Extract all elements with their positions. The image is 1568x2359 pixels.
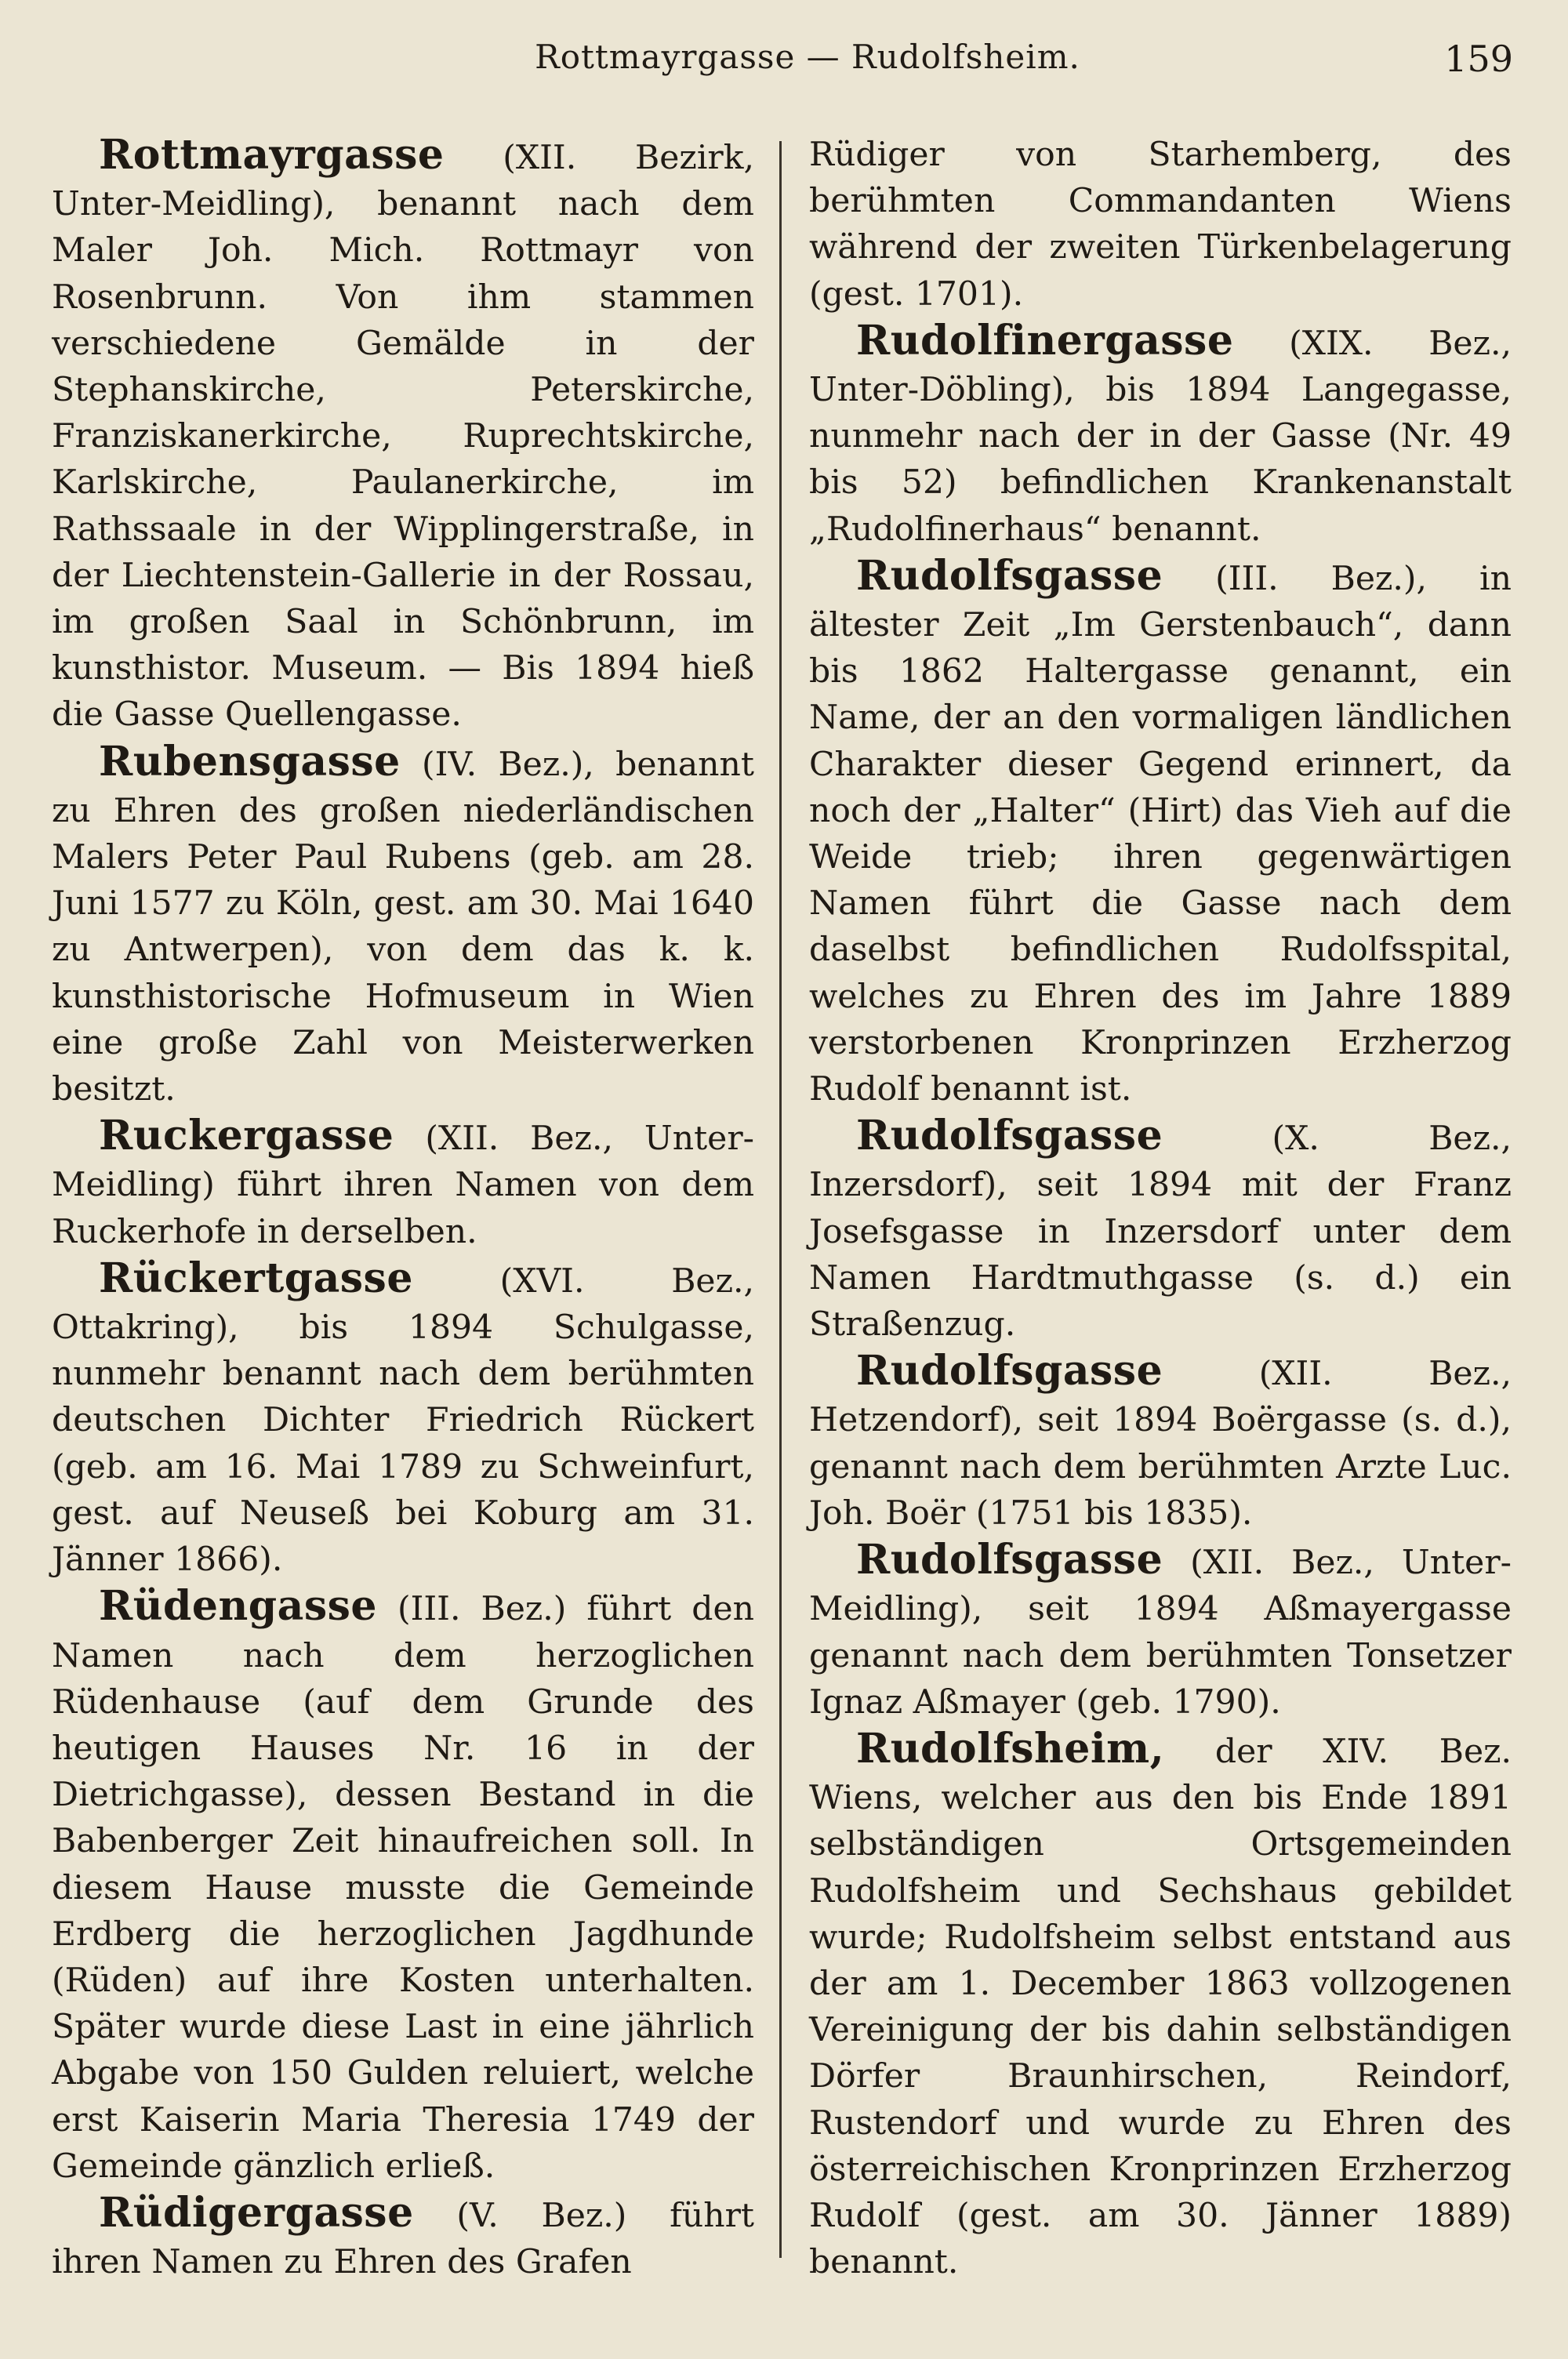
running-head: Rottmayrgasse — Rudolfsheim.: [535, 38, 1080, 76]
entry-ruckergasse: [52, 1112, 754, 1255]
entry-text: (III. Bez.), in ältester Zeit „Im Gerstenbauch“, dann bis 1862 Haltergasse genannt, ein Name, der an den vormaligen ländlichen Charakter dieser Gegend erinnert, da noch der „Halter“ (Hirt) das Vieh auf die Weide trieb; ihren gegenwärtigen Namen führt die Gasse nach dem daselbst befindlichen Rudolfsspital, welches zu Ehren des im Jahre 1889 verstorbenen Kronprinzen Erzherzog Rudolf benannt ist.: [809, 559, 1512, 1109]
entry-text: (IV. Bez.), benannt zu Ehren des großen niederländischen Malers Peter Paul Rubens (geb. am 28. Juni 1577 zu Köln, gest. am 30. Mai 1640 zu Antwerpen), von dem das k. k. kunsthistorische Hofmuseum in Wien eine große Zahl von Meisterwerken besitzt.: [52, 745, 754, 1109]
headword: Rudolfsgasse: [856, 1112, 1163, 1160]
headword: Rubensgasse: [99, 737, 401, 786]
headword: Rudolfsgasse: [856, 1536, 1163, 1584]
headword: Rudolfsheim,: [856, 1724, 1165, 1773]
entry-rueckertgasse: [52, 1255, 754, 1583]
entry-continuation: [809, 132, 1512, 318]
entry-rudolfsgasse-x: [809, 1112, 1512, 1348]
entry-rudolfsgasse-xii-meidling: [809, 1537, 1512, 1726]
headword: Rudolfsgasse: [856, 551, 1163, 600]
headword: Rückertgasse: [99, 1254, 413, 1302]
headword: Rottmayrgasse: [99, 131, 445, 179]
entry-ruedengasse: [52, 1583, 754, 2190]
entry-text: (XII. Bez., Unter-Meidling) führt ihren Namen von dem Ruckerhofe in derselben.: [52, 1120, 754, 1251]
entry-rottmayrgasse: [52, 132, 754, 739]
entry-text: (XIX. Bez., Unter-Döbling), bis 1894 Langegasse, nunmehr nach der in der Gasse (Nr. 49 bis 52) befindlichen Krankenanstalt „Rudolfinerhaus“ benannt.: [809, 324, 1512, 549]
entry-text: Rüdiger von Starhemberg, des berühmten Commandanten Wiens während der zweiten Türkenbelagerung (gest. 1701).: [809, 136, 1512, 314]
entry-rubensgasse: [52, 739, 754, 1113]
entry-text: (XVI. Bez., Ottakring), bis 1894 Schulgasse, nunmehr benannt nach dem berühmten deutschen Dichter Friedrich Rückert (geb. am 16. Mai 1789 zu Schweinfurt, gest. auf Neuseß bei Koburg am 31. Jänner 1866).: [52, 1261, 754, 1580]
entry-rudolfinergasse: [809, 318, 1512, 553]
entry-rudolfsgasse-iii: [809, 553, 1512, 1112]
left-column: [52, 132, 754, 2285]
right-column: [809, 132, 1512, 2285]
entry-text: (XII. Bez., Hetzendorf), seit 1894 Boërgasse (s. d.), genannt nach dem berühmten Arzte Luc. Joh. Boër (1751 bis 1835).: [809, 1355, 1512, 1533]
entry-text: der XIV. Bez. Wiens, welcher aus den bis Ende 1891 selbständigen Ortsgemeinden Rudolfsheim und Sechshaus gebildet wurde; Rudolfsheim selbst entstand aus der am 1. December 1863 vollzogenen Vereinigung der bis dahin selbständigen Dörfer Braunhirschen, Reindorf, Rustendorf und wurde zu Ehren des österreichischen Kronprinzen Erzherzog Rudolf (gest. am 30. Jänner 1889) benannt.: [809, 1732, 1512, 2282]
headword: Rudolfinergasse: [856, 316, 1234, 365]
entry-text: (III. Bez.) führt den Namen nach dem herzoglichen Rüdenhause (auf dem Grunde des heutigen Hauses Nr. 16 in der Dietrichgasse), dessen Bestand in die Babenberger Zeit hinaufreichen soll. In diesem Hause musste die Gemeinde Erdberg die herzoglichen Jagdhunde (Rüden) auf ihre Kosten unterhalten. Später wurde diese Last in eine jährlich Abgabe von 150 Gulden reluiert, welche erst Kaiserin Maria Theresia 1749 der Gemeinde gänzlich erließ.: [52, 1590, 754, 2186]
page-number: 159: [1444, 38, 1513, 80]
entry-rudolfsgasse-xii-hetzendorf: [809, 1348, 1512, 1537]
entry-text: (XII. Bez., Unter-Meidling), seit 1894 Aßmayergasse genannt nach dem berühmten Tonsetzer Ignaz Aßmayer (geb. 1790).: [809, 1544, 1512, 1722]
entry-text: (X. Bez., Inzersdorf), seit 1894 mit der Franz Josefsgasse in Inzersdorf unter dem Namen Hardtmuthgasse (s. d.) ein Straßenzug.: [809, 1120, 1512, 1345]
headword: Rüdengasse: [99, 1582, 377, 1631]
headword: Rudolfsgasse: [856, 1347, 1163, 1395]
column-divider: [779, 141, 782, 2258]
headword: Ruckergasse: [99, 1112, 394, 1160]
entry-rudolfsheim: [809, 1726, 1512, 2285]
entry-text: (XII. Bezirk, Unter-Meidling), benannt nach dem Maler Joh. Mich. Rottmayr von Rosenbrunn. Von ihm stammen verschiedene Gemälde in der Stephanskirche, Peterskirche, Franziskanerkirche, Ruprechtskirche, Karlskirche, Paulanerkirche, im Rathssaale in der Wipplingerstraße, in der Liechtenstein-Gallerie in der Rossau, im großen Saal in Schönbrunn, im kunsthistor. Museum. — Bis 1894 hieß die Gasse Quellengasse.: [52, 139, 754, 735]
entry-text: (V. Bez.) führt ihren Namen zu Ehren des Grafen: [52, 2196, 754, 2282]
entry-ruedigergasse: [52, 2190, 754, 2285]
headword: Rüdigergasse: [99, 2188, 414, 2237]
